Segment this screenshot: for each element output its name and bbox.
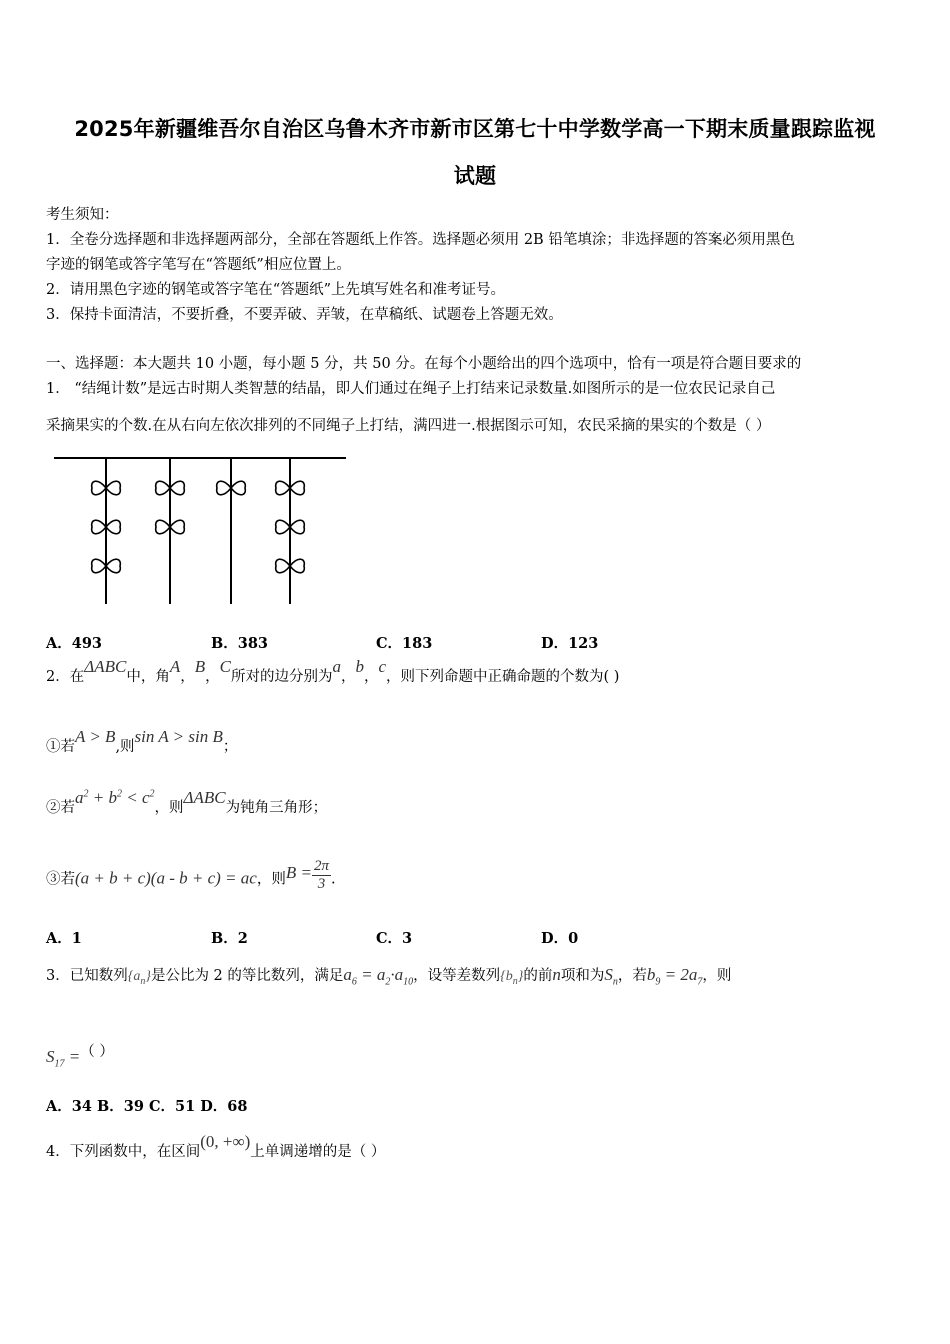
- q2-statement-1: [46, 727, 238, 756]
- q2-statement-2: [46, 788, 328, 817]
- notice-item-1b: 字迹的钢笔或答字笔写在“答题纸”相应位置上。: [46, 257, 351, 273]
- q2-text-2: 中，角: [126, 669, 170, 685]
- q2-s2-end: 为钝角三角形；: [225, 800, 328, 816]
- q2-s3-denominator: 3: [317, 876, 326, 892]
- q2-side-a: a: [332, 657, 341, 676]
- q3-sn: $S_n$: [604, 965, 618, 988]
- q2-s3-numerator: 2π: [313, 858, 329, 874]
- q2-s1-end: ；: [222, 739, 238, 755]
- q4-text: [46, 1132, 386, 1161]
- q2-text: [46, 657, 620, 686]
- q3-text-5: 项和为: [560, 968, 605, 984]
- q4-text-1: 4．下列函数中，在区间: [46, 1144, 201, 1160]
- q2-text-4: ，则下列命题中正确命题的个数为( ): [386, 669, 620, 685]
- q1-option-c: C．183: [376, 635, 433, 652]
- q1-text-line1: 1． “结绳计数”是远古时期人类智慧的结晶，即人们通过在绳子上打结来记录数量.如图所示的是一位农民记录自己: [46, 381, 776, 397]
- q3-text-7: ，则: [702, 968, 732, 984]
- q3-n: n: [552, 965, 561, 984]
- q2-s1-prefix: ①若: [46, 739, 75, 755]
- q1-option-d: D．123: [541, 635, 599, 652]
- q2-s3-condition: (a + b + c)(a - b + c) = ac: [75, 868, 257, 888]
- q2-side-c: c: [378, 657, 386, 676]
- notice-item-3: 3．保持卡面清洁，不要折叠，不要弄破、弄皱，在草稿纸、试题卷上答题无效。: [46, 307, 563, 323]
- q3-text: [46, 964, 731, 987]
- q3-seq-b: $\{b_n\}$: [500, 969, 524, 987]
- q2-angle-a: A: [169, 657, 181, 676]
- q2-s2-mid: ，则: [154, 800, 184, 816]
- q2-comma-1: ，: [180, 669, 195, 685]
- q2-s3-prefix: ③若: [46, 871, 75, 888]
- q3-text-3: ，设等差数列: [413, 968, 501, 984]
- q2-s3-mid: ，则: [256, 871, 286, 888]
- exam-title-line2: 试题: [453, 164, 497, 188]
- q2-comma-4: ，: [363, 669, 379, 685]
- q2-option-a: A．1: [46, 930, 82, 947]
- q1-option-a: A．493: [46, 635, 103, 652]
- q2-s1-condition: A > B: [75, 727, 116, 746]
- q2-s2-triangle: ΔABC: [183, 788, 226, 807]
- q2-s1-mid: ,则: [115, 739, 135, 755]
- q2-s3-end: .: [330, 871, 336, 888]
- q2-angle-c: C: [219, 657, 231, 676]
- q4-text-2: 上单调递增的是（ ）: [250, 1144, 386, 1160]
- q2-s2-condition: $a^2 + b^2 < c^2$: [75, 788, 155, 807]
- q3-text-1: 3．已知数列: [46, 968, 128, 984]
- q3-text-6: ，若: [617, 968, 647, 984]
- q2-side-b: b: [355, 657, 364, 676]
- q2-angle-b: B: [194, 657, 206, 676]
- exam-title-line1: 2025年新疆维吾尔自治区乌鲁木齐市新市区第七十中学数学高一下期末质量跟踪监视: [74, 117, 876, 141]
- knot-rope-figure: [46, 450, 350, 610]
- q2-s1-result: sin A > sin B: [134, 727, 223, 746]
- q3-eq2: $b_9 = 2a_7$: [646, 965, 703, 988]
- q2-comma-2: ，: [205, 669, 220, 685]
- q1-option-b: B．383: [211, 635, 269, 652]
- q3-eq1: $a_6 = a_2\cdot a_{10}$: [343, 965, 414, 988]
- q2-s3-b-equals: B =: [285, 862, 312, 882]
- q2-triangle: ΔABC: [84, 657, 127, 676]
- q2-s2-prefix: ②若: [46, 800, 75, 816]
- q2-text-1: 2．在: [46, 669, 85, 685]
- q4-interval: (0, +∞): [200, 1132, 251, 1151]
- q3-options: A．34 B．39 C．51 D．68: [46, 1098, 248, 1115]
- notice-heading: 考生须知：: [46, 207, 119, 223]
- q3-paren: （ ）: [80, 1044, 114, 1060]
- section-heading: 一、选择题：本大题共 10 小题，每小题 5 分，共 50 分。在每个小题给出的四个选项中，恰有一项是符合题目要求的: [46, 356, 802, 372]
- q2-statement-3: [46, 858, 336, 897]
- notice-item-2: 2．请用黑色字迹的钢笔或答字笔在“答题纸”上先填写姓名和准考证号。: [46, 282, 506, 298]
- q1-text-line2: 采摘果实的个数.在从右向左依次排列的不同绳子上打结，满四进一.根据图示可知，农民采摘的果实的个数是（ ）: [46, 418, 771, 434]
- q2-s3-fraction: [312, 858, 331, 893]
- q2-text-3: 所对的边分别为: [230, 669, 333, 685]
- q3-seq-a: $\{a_n\}$: [127, 969, 151, 987]
- q2-option-d: D．0: [541, 930, 579, 947]
- q3-text-2: 是公比为 2 的等比数列，满足: [150, 968, 344, 984]
- notice-item-1a: 1．全卷分选择题和非选择题两部分，全部在答题纸上作答。选择题必须用 2B 铅笔填涂；非选择题的答案必须用黑色: [46, 232, 795, 248]
- q2-option-b: B．2: [211, 930, 248, 947]
- q3-s17: $S_{17}$ =: [46, 1047, 81, 1070]
- q3-text-4: 的前: [523, 968, 553, 984]
- q3-question: [46, 1040, 114, 1070]
- q2-option-c: C．3: [376, 930, 413, 947]
- q2-comma-3: ，: [340, 669, 356, 685]
